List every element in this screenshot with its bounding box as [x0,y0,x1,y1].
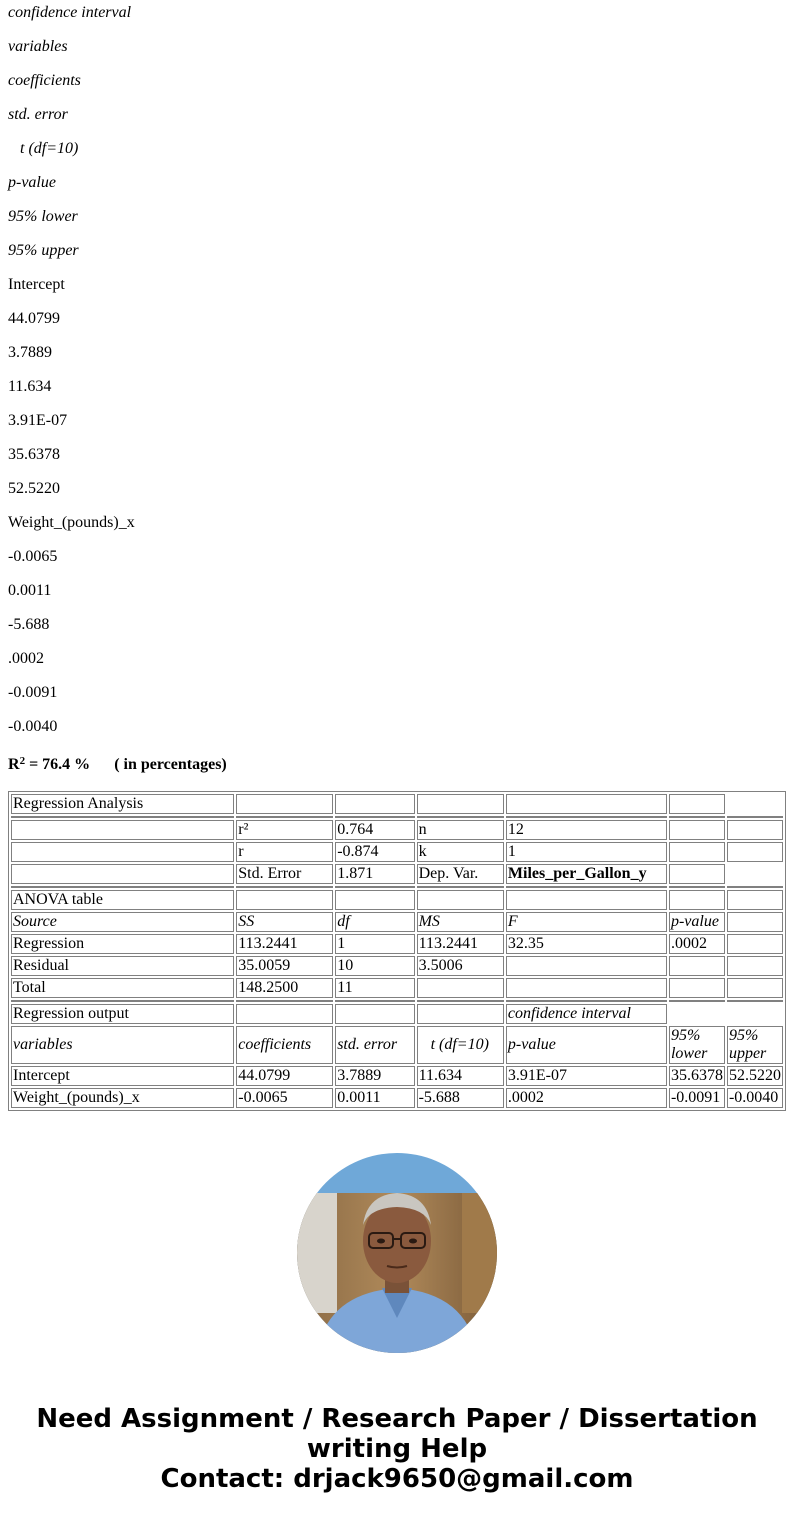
table-row [11,842,783,862]
table-cell: 3.91E-07 [506,1066,667,1086]
table-cell [727,956,783,976]
table-cell: -0.0040 [727,1088,783,1108]
table-cell: 0.764 [335,820,414,840]
table-cell [727,820,783,840]
text-line: p-value [8,174,56,191]
text-line: -0.0091 [8,684,58,701]
table-cell: -5.688 [417,1088,504,1108]
table-cell [417,890,504,910]
table-cell: 95% upper [727,1026,783,1064]
table-cell [11,820,234,840]
table-cell: 1.871 [335,864,414,884]
output-title: Regression output [11,1004,234,1024]
table-cell: 95% lower [669,1026,725,1064]
table-cell: df [335,912,414,932]
table-cell [727,934,783,954]
table-cell [335,816,414,818]
table-cell [727,864,783,884]
table-cell: 0.0011 [335,1088,414,1108]
table-cell [669,1000,725,1002]
table-cell [669,956,725,976]
text-line: 44.0799 [8,310,60,327]
text-line: 3.91E-07 [8,412,68,429]
text-line: 52.5220 [8,480,60,497]
table-row [11,1066,783,1086]
table-row [11,794,783,814]
table-cell [335,890,414,910]
table-cell [727,1004,783,1024]
table-cell: r² [236,820,333,840]
table-cell: 44.0799 [236,1066,333,1086]
text-line: Intercept [8,276,65,293]
table-cell: 12 [506,820,667,840]
text-line: 0.0011 [8,582,52,599]
table-cell: p-value [669,912,725,932]
table-cell [506,956,667,976]
table-cell [669,820,725,840]
output-header-row [11,1026,783,1064]
table-cell [669,1004,725,1024]
table-cell [236,1004,333,1024]
text-line: t (df=10) [8,140,79,157]
table-cell [11,816,234,818]
table-cell: 11.634 [417,1066,504,1086]
table-cell [669,864,725,884]
table-cell [417,978,504,998]
table-cell: Intercept [11,1066,234,1086]
text-line: 95% upper [8,242,79,259]
table-cell [335,1004,414,1024]
table-cell: .0002 [506,1088,667,1108]
table-cell [506,886,667,888]
text-line: 11.634 [8,378,52,395]
text-line: Weight_(pounds)_x [8,514,135,531]
table-cell [236,794,333,814]
table-cell: SS [236,912,333,932]
table-cell: F [506,912,667,932]
text-lines [8,3,135,751]
table-cell: variables [11,1026,234,1064]
table-row [11,934,783,954]
table-cell [506,890,667,910]
text-line: -0.0040 [8,718,58,735]
table-row [11,820,783,840]
table-cell: Regression [11,934,234,954]
text-line: -5.688 [8,616,50,633]
text-line: confidence interval [8,4,132,21]
dependent-variable: Miles_per_Gallon_y [506,864,667,884]
table-cell: Total [11,978,234,998]
footer-contact: Need Assignment / Research Paper / Dissertation writing Help Contact: drjack9650@gmail.com [36,1404,758,1494]
table-cell [236,816,333,818]
table-cell [669,842,725,862]
table-cell [11,842,234,862]
table-cell: 1 [335,934,414,954]
table-cell [506,794,667,814]
table-row [11,1088,783,1108]
table-cell [506,1000,667,1002]
table-cell: r [236,842,333,862]
table-row [11,978,783,998]
table-cell [417,794,504,814]
table-cell: Dep. Var. [417,864,504,884]
table-cell: 32.35 [506,934,667,954]
table-cell [506,978,667,998]
table-cell: coefficients [236,1026,333,1064]
table-cell: Std. Error [236,864,333,884]
table-cell: t (df=10) [417,1026,504,1064]
table-cell: 10 [335,956,414,976]
table-cell: Weight_(pounds)_x [11,1088,234,1108]
table-cell [11,886,234,888]
table-cell [335,794,414,814]
anova-title: ANOVA table [11,890,234,910]
table-cell: -0.0091 [669,1088,725,1108]
table-cell: 113.2441 [417,934,504,954]
table-cell [727,978,783,998]
table-cell: 35.6378 [670,1067,723,1084]
author-avatar [297,1153,497,1353]
table-cell: -0.0065 [236,1088,333,1108]
table-cell: p-value [506,1026,667,1064]
table-cell [727,890,783,910]
text-line: std. error [8,106,68,123]
table-cell: 3.7889 [335,1066,414,1086]
table-cell: MS [417,912,504,932]
table-cell [236,890,333,910]
table-row [11,1004,783,1024]
table-cell: k [417,842,504,862]
table-cell [417,886,504,888]
table-cell [11,864,234,884]
table-cell [727,1000,783,1002]
table-cell [417,816,504,818]
table-cell [669,886,725,888]
table-cell [727,816,783,818]
text-line: 95% lower [8,208,78,225]
table-cell [727,842,783,862]
table-cell: 11 [335,978,414,998]
r-squared-line: $R^2 = 76.4$ % ( in percentages) [8,755,227,773]
table-cell [11,1000,234,1002]
table-cell: 35.0059 [236,956,333,976]
table-cell [417,1004,504,1024]
table-cell: Residual [11,956,234,976]
table-cell: 113.2441 [236,934,333,954]
table-cell [335,886,414,888]
table-cell [727,794,783,814]
table-cell [669,816,725,818]
text-line: .0002 [8,650,44,667]
table-cell [506,816,667,818]
table-row [11,956,783,976]
table-cell [417,1000,504,1002]
table-cell [669,978,725,998]
table-cell [727,912,783,932]
table-cell [727,886,783,888]
text-line: variables [8,38,68,55]
table-cell: .0002 [669,934,725,954]
table-cell [669,890,725,910]
table-cell [236,1000,333,1002]
table-cell [669,794,725,814]
anova-header-row [11,912,783,932]
text-line: 35.6378 [8,446,60,463]
table-cell: -0.874 [335,842,414,862]
table-row [11,864,783,884]
table-cell: n [417,820,504,840]
table-cell: 1 [506,842,667,862]
table-cell: std. error [335,1026,414,1064]
regression-table [8,791,786,1111]
table-cell: confidence interval [506,1004,667,1024]
table-cell [236,886,333,888]
text-line: -0.0065 [8,548,58,565]
table-cell: 148.2500 [236,978,333,998]
table-cell: Source [11,912,234,932]
table-cell: 3.5006 [417,956,504,976]
table-cell [335,1000,414,1002]
text-line: 3.7889 [8,344,52,361]
table-cell: 52.5220 [727,1066,783,1086]
text-line: coefficients [8,72,81,89]
table-title: Regression Analysis [11,794,234,814]
table-row [11,890,783,910]
